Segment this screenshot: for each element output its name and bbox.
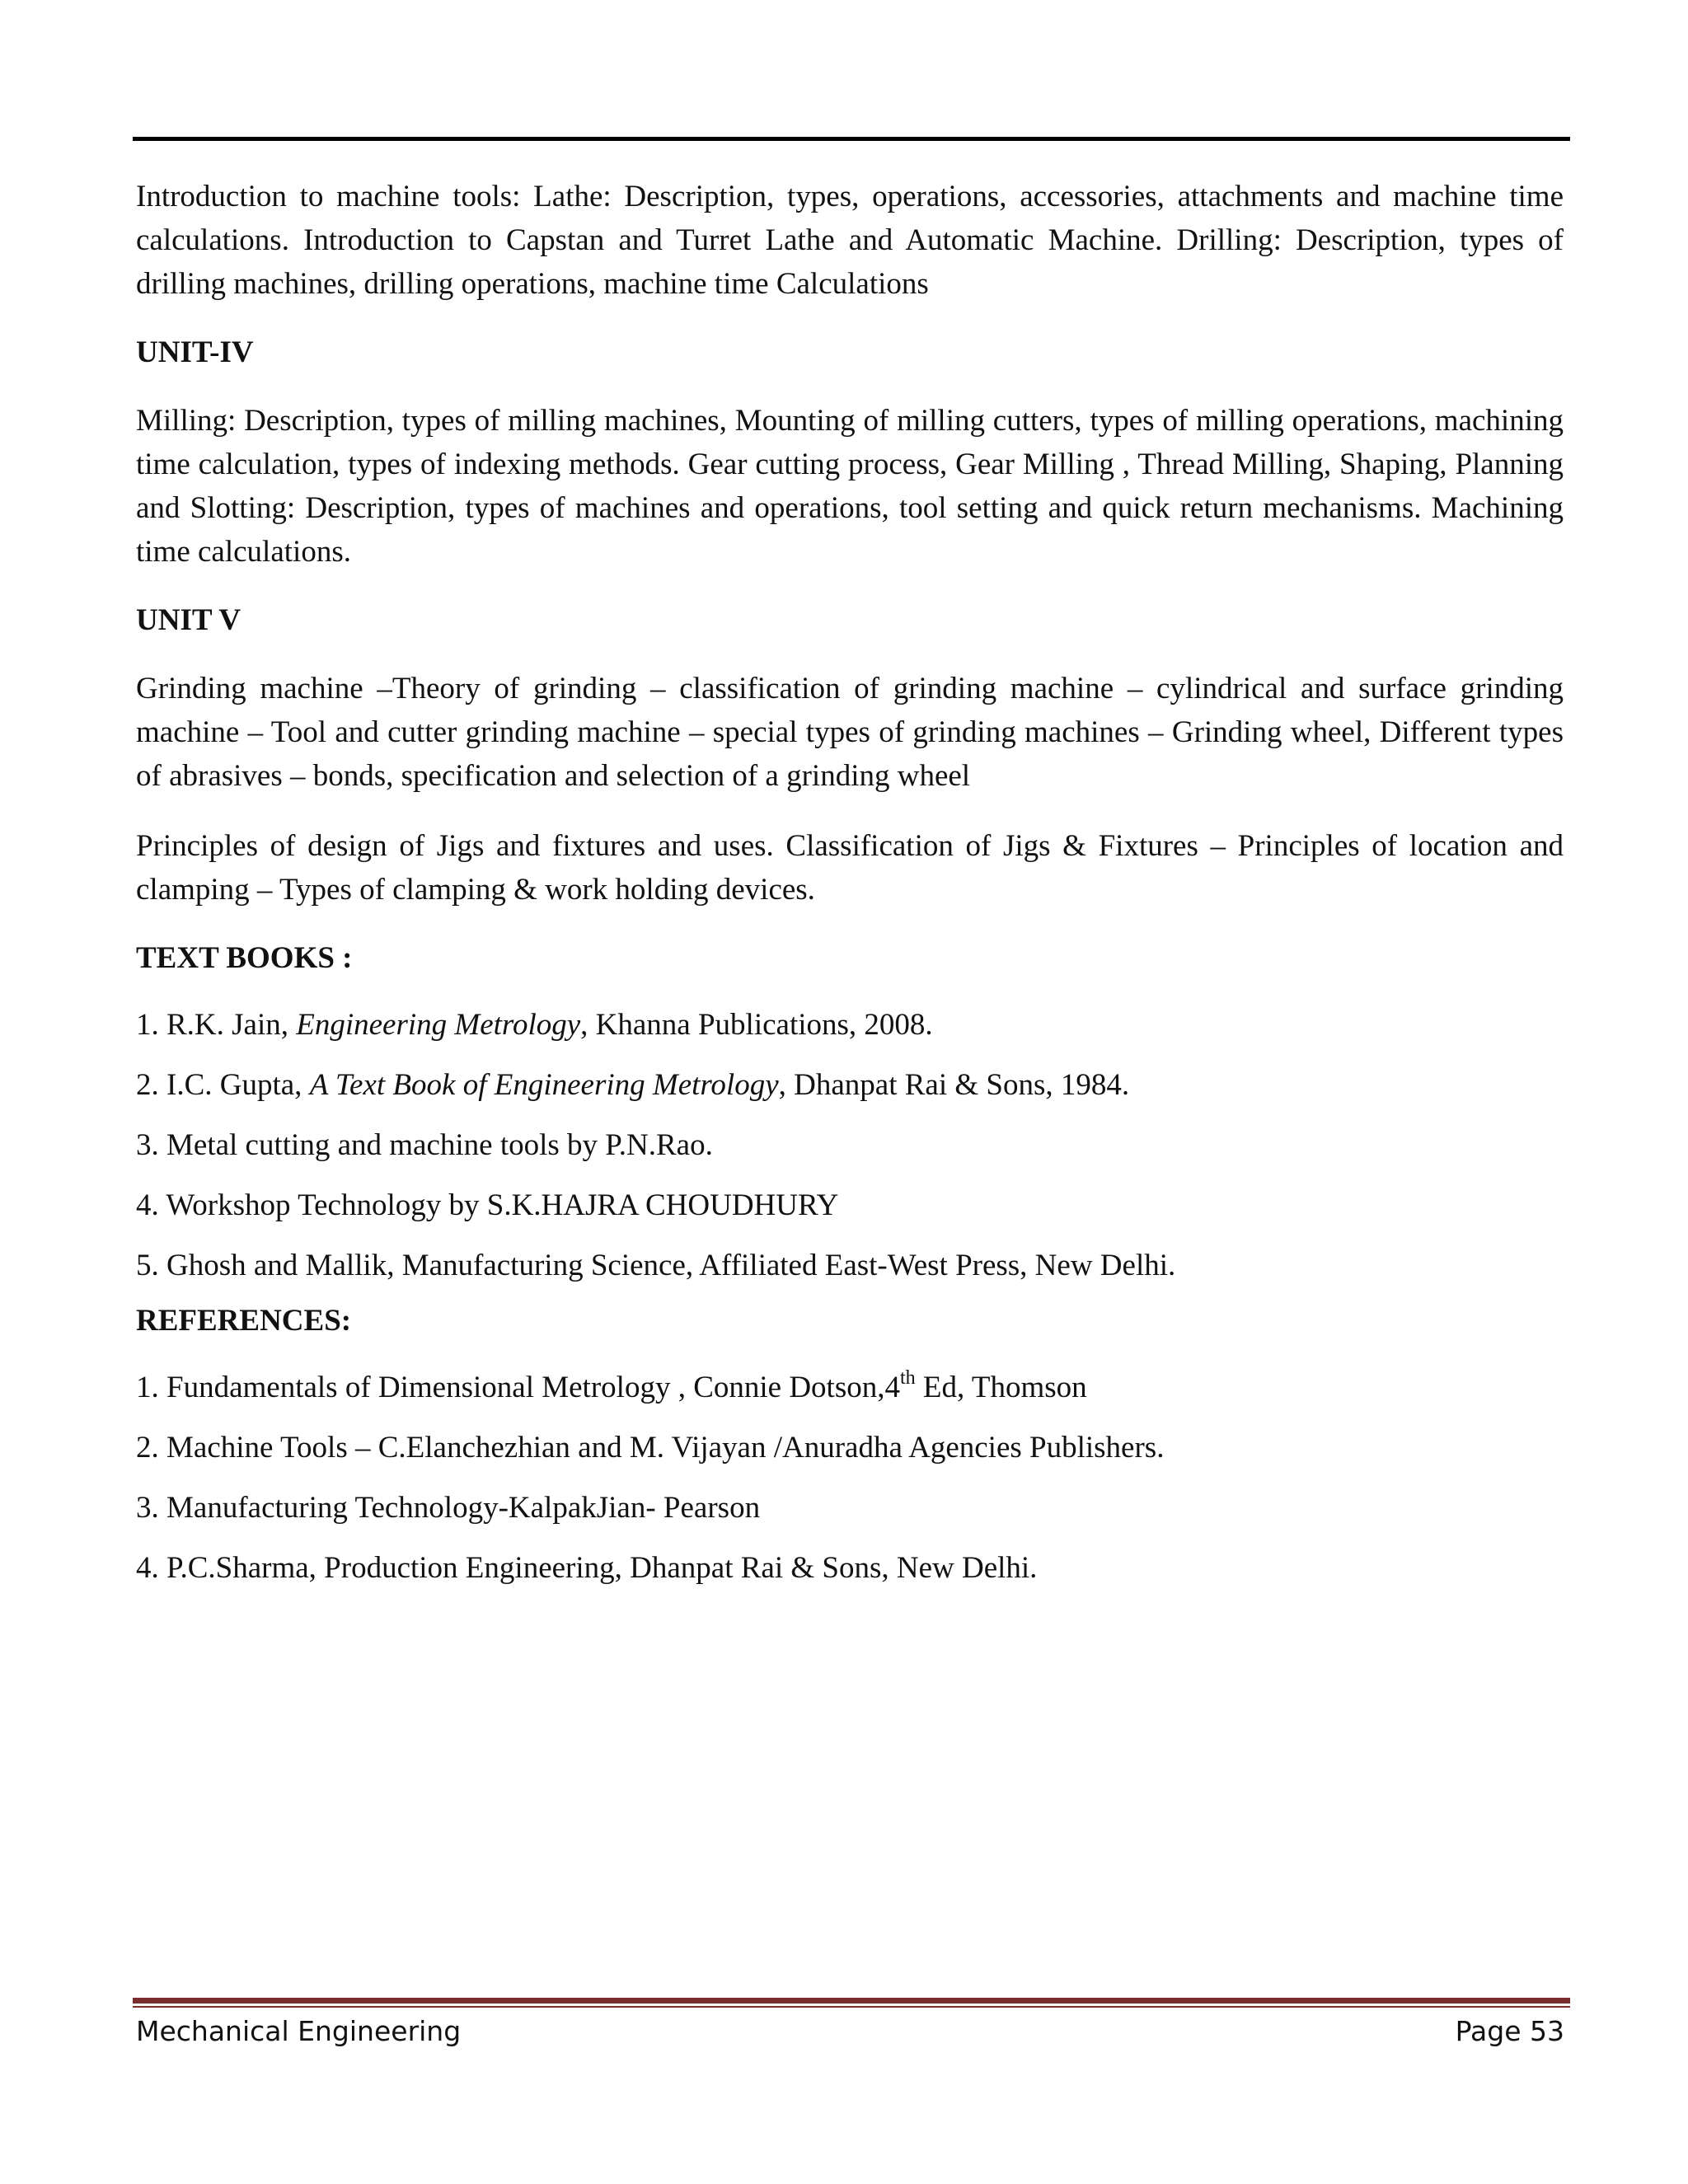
text-books-heading: TEXT BOOKS : — [136, 941, 353, 975]
list-item: 4. Workshop Technology by S.K.HAJRA CHOUDHURY — [136, 1188, 839, 1222]
list-item — [136, 1366, 1564, 1409]
page-number: Page 53 — [1455, 2015, 1564, 2047]
references-list — [136, 1366, 1564, 1590]
references-heading: REFERENCES: — [136, 1304, 352, 1338]
list-item: 2. Machine Tools – C.Elanchezhian and M. Vijayan /Anuradha Agencies Publishers. — [136, 1431, 1165, 1465]
list-item: 4. P.C.Sharma, Production Engineering, Dhanpat Rai & Sons, New Delhi. — [136, 1551, 1038, 1585]
reference-text: 1. Fundamentals of Dimensional Metrology , Connie Dotson,4 — [136, 1371, 900, 1404]
list-item — [136, 1063, 1564, 1107]
unit-v-paragraph-jigs: Principles of design of Jigs and fixtures and uses. Classification of Jigs & Fixtures – Principles of location and clamping – Types of clamping & work holding devices. — [136, 829, 1564, 907]
book-publisher: , Khanna Publications, 2008. — [580, 1008, 933, 1042]
footer-department: Mechanical Engineering — [136, 2015, 462, 2047]
book-publisher: , Dhanpat Rai & Sons, 1984. — [778, 1068, 1130, 1102]
reference-edition: Ed, Thomson — [915, 1371, 1087, 1404]
unit-v-heading: UNIT V — [136, 603, 241, 637]
unit-iv-paragraph: Milling: Description, types of milling machines, Mounting of milling cutters, types of milling operations, machining time calculation, types of indexing methods. Gear cutting process, Gear Milling , Thread Milling, Shaping, Planning and Slotting: Description, types of machines and operations, tool setting and quick return mechanisms. Machining time calculations. — [136, 404, 1564, 569]
header-rule — [133, 137, 1570, 141]
list-item: 5. Ghosh and Mallik, Manufacturing Science, Affiliated East-West Press, New Delhi. — [136, 1249, 1176, 1282]
intro-paragraph: Introduction to machine tools: Lathe: Description, types, operations, accessories, attachments and machine time calculations. Introduction to Capstan and Turret Lathe and Automatic Machine. Drilling: Description, types of drilling machines, drilling operations, machine time Calculations — [136, 180, 1564, 301]
footer-rule-thin — [133, 2006, 1570, 2008]
text-books-list — [136, 1003, 1564, 1287]
unit-iv-heading: UNIT-IV — [136, 335, 254, 369]
footer-rule-thick — [133, 1998, 1570, 2004]
unit-v-paragraph-grinding: Grinding machine –Theory of grinding – classification of grinding machine – cylindrical and surface grinding machine – Tool and cutter grinding machine – special types of grinding machines – Grinding wheel, Different types of abrasives – bonds, specification and selection of a grinding wheel — [136, 672, 1564, 793]
book-title: A Text Book of Engineering Metrology — [309, 1068, 779, 1102]
list-item: 3. Metal cutting and machine tools by P.N.Rao. — [136, 1128, 713, 1162]
ordinal-superscript: th — [899, 1367, 916, 1389]
list-item: 3. Manufacturing Technology-KalpakJian- Pearson — [136, 1491, 761, 1525]
list-item — [136, 1003, 1564, 1047]
book-author: 1. R.K. Jain, — [136, 1008, 297, 1042]
page-content — [136, 175, 1564, 1590]
book-author: 2. I.C. Gupta, — [136, 1068, 310, 1102]
book-title: Engineering Metrology — [296, 1008, 581, 1042]
